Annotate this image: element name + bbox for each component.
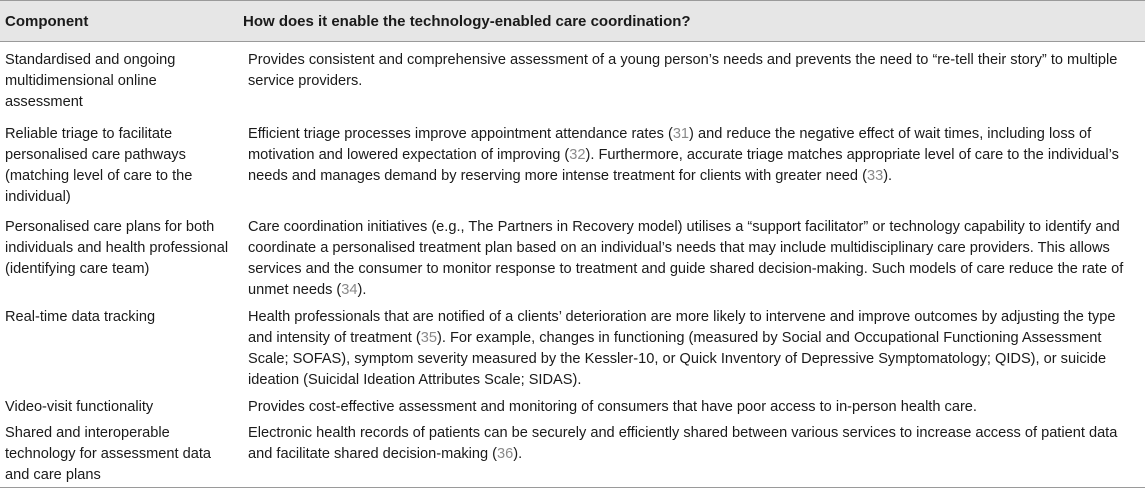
reference-link[interactable]: 35 (420, 330, 438, 346)
table-row (0, 217, 1145, 307)
reference-link[interactable]: 31 (672, 126, 690, 142)
table-row (0, 397, 1145, 421)
table-row (0, 124, 1145, 214)
reference-link[interactable]: 36 (497, 446, 514, 462)
description-cell: Efficient triage processes improve appointment attendance rates (31) and reduce the negative effect of wait times, including loss of motivation and lowered expectation of improving (32). Furthermore, accurate triage matches appropriate level of care to the individual’s needs and manages demand by reserving more intense treatment for clients with greater need (33). (248, 126, 1119, 184)
description-cell: Care coordination initiatives (e.g., The Partners in Recovery model) utilises a “support facilitator” or technology capability to identify and coordinate a personalised treatment plan based on an individual’s needs that may include multidisciplinary care providers. This allows services and the consumer to monitor response to treatment and guide shared decision-making. Such models of care reduce the rate of unmet needs (34). (248, 219, 1124, 298)
description-cell: Health professionals that are notified of a clients’ deterioration are more likely to intervene and improve outcomes by adjusting the type and intensity of treatment (35). For example, changes in functioning (measured by Social and Occupational Functioning Assessment Scale; SOFAS), symptom severity measured by the Kessler-10, or Quick Inventory of Depressive Symptomatology; QIDS), or suicide ideation (Suicidal Ideation Attributes Scale; SIDAS). (248, 309, 1116, 388)
table-row (0, 307, 1145, 397)
table-bottom-rule (0, 487, 1145, 488)
header-component: Component (5, 12, 89, 30)
reference-link[interactable]: 34 (341, 282, 358, 298)
component-cell: Standardised and ongoing multidimensional online assessment (5, 52, 176, 110)
reference-link[interactable]: 32 (569, 147, 586, 163)
description-cell: Provides consistent and comprehensive assessment of a young person’s needs and prevents the need to “re-tell their story” to multiple service providers. (248, 52, 1118, 89)
component-cell: Shared and interoperable technology for assessment data and care plans (5, 425, 212, 483)
table-row (0, 50, 1145, 120)
component-cell: Personalised care plans for both individuals and health professional (identifying care team) (5, 219, 229, 277)
table-row (0, 423, 1145, 487)
reference-link[interactable]: 33 (866, 168, 884, 184)
table-header (0, 0, 1145, 42)
description-cell: Provides cost-effective assessment and monitoring of consumers that have poor access to in-person health care. (248, 399, 977, 415)
component-cell: Real-time data tracking (5, 309, 156, 325)
component-cell: Video-visit functionality (5, 399, 154, 415)
component-cell: Reliable triage to facilitate personalised care pathways (matching level of care to the individual) (5, 126, 193, 205)
header-description: How does it enable the technology-enabled care coordination? (243, 12, 691, 30)
description-cell: Electronic health records of patients can be securely and efficiently shared between various services to increase access of patient data and facilitate shared decision-making (36). (248, 425, 1118, 462)
